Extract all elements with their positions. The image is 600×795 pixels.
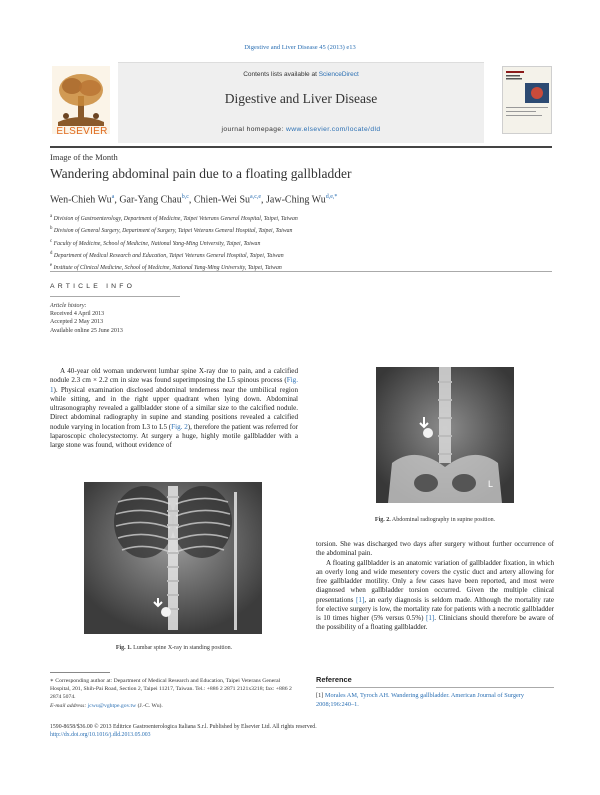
journal-homepage bbox=[118, 126, 484, 133]
affiliation-marker: c bbox=[50, 238, 53, 244]
body-text: , an early diagnosis is seldom made. Although the mortality rate for elective surgery is low, the mortality rate for patients with a necrotic gallbladder is 10 times higher (5% versus 0.5%) bbox=[316, 595, 554, 622]
header-divider bbox=[50, 146, 552, 148]
contents-line bbox=[118, 71, 484, 78]
fig1-reference-link[interactable]: Fig. 1 bbox=[50, 376, 298, 394]
body-column-2 bbox=[316, 540, 554, 633]
footnote-symbol: ∗ bbox=[50, 678, 54, 684]
figure-2-caption bbox=[316, 517, 554, 523]
online-date: Available online 25 June 2013 bbox=[50, 327, 123, 334]
body-paragraph-2: torsion. She was discharged two days after surgery without further occurrence of the abdominal pain. bbox=[316, 540, 554, 558]
body-text: . Clinicians should therefore be aware of the possibility of a floating gallbladder. bbox=[316, 614, 554, 632]
fig2-label: Fig. 2. bbox=[374, 517, 391, 523]
affiliation-text: Institute of Clinical Medicine, School of Medicine, National Yang-Ming University, Taipei, Taiwan bbox=[53, 265, 282, 272]
email-link[interactable]: jcwu@vghtpe.gov.tw bbox=[87, 702, 137, 709]
email-suffix: (J.-C. Wu). bbox=[136, 702, 163, 709]
reference-divider bbox=[316, 687, 554, 688]
homepage-link[interactable]: www.elsevier.com/locate/dld bbox=[286, 126, 381, 133]
reference-text[interactable]: Morales AM, Tyroch AH. Wandering gallbladder. American Journal of Surgery 2008;196:240–1. bbox=[316, 692, 525, 708]
fig1-label: Fig. 1. bbox=[115, 645, 132, 651]
article-section-label: Image of the Month bbox=[50, 152, 118, 162]
email-label: E-mail address: bbox=[50, 702, 87, 709]
fig2-caption-text: Abdominal radiography in supine position. bbox=[391, 517, 496, 523]
sciencedirect-link[interactable]: ScienceDirect bbox=[318, 71, 359, 78]
article-title: Wandering abdominal pain due to a floating gallbladder bbox=[50, 166, 352, 181]
affiliation bbox=[50, 237, 298, 249]
fig1-caption-text: Lumbar spine X-ray in standing position. bbox=[133, 645, 233, 651]
affiliation-list bbox=[50, 212, 298, 274]
elsevier-tree-logo-icon bbox=[52, 66, 110, 134]
figure-1-caption bbox=[50, 645, 298, 651]
affiliation-marker: a bbox=[50, 214, 53, 219]
footnote-text: Corresponding author at: Department of Medical Research and Education, Taipei Veterans General Hospital, 201, Shih-Pai Road, Section 2, Taipei 11217, Taiwan. Tel.: +886 2 2871 2121x3218; fax: +886 2 2874 5074. bbox=[50, 678, 292, 701]
affiliation-divider bbox=[50, 271, 552, 272]
affiliation bbox=[50, 224, 298, 236]
body-text: A 40-year old woman underwent lumbar spine X-ray due to pain, and a calcified nodule 2.3 cm × 2.2 cm in size was found superimposing the L5 spinous process ( bbox=[50, 367, 298, 385]
article-info-heading: ARTICLE INFO bbox=[50, 283, 136, 290]
body-paragraph-3 bbox=[316, 559, 554, 633]
accepted-date: Accepted 2 May 2013 bbox=[50, 319, 104, 326]
body-text: ). Physical examination disclosed abdominal tenderness near the umbilical region while sitting, and in the right upper quadrant when lying down. Abdominal ultrasonography revealed a gallbladder stone of a similar size to the calcified nodule. Direct abdominal radiography in supine and standing positions revealed a calcified nodule varying in location from L3 to L5 ( bbox=[50, 385, 298, 431]
affiliation-text: Department of Medical Research and Education, Taipei Veterans General Hospital, Taipei, Taiwan bbox=[53, 252, 284, 259]
journal-name: Digestive and Liver Disease bbox=[224, 91, 378, 106]
doi-link[interactable]: http://dx.doi.org/10.1016/j.dld.2013.05.003 bbox=[50, 732, 151, 739]
lumbar-xray-image-icon bbox=[84, 482, 262, 634]
affiliation-text: Division of Gastroenterology, Department of Medicine, Taipei Veterans General Hospital, Taipei, Taiwan bbox=[53, 215, 298, 222]
affiliation-text: Faculty of Medicine, School of Medicine, National Yang-Ming University, Taipei, Taiwan bbox=[53, 240, 261, 247]
figure-1-xray[interactable] bbox=[84, 482, 262, 634]
elsevier-wordmark: ELSEVIER bbox=[56, 126, 108, 137]
affiliation bbox=[50, 249, 298, 261]
page-footer bbox=[50, 723, 317, 740]
cover-art-icon bbox=[503, 67, 551, 133]
abdominal-xray-image-icon bbox=[376, 367, 514, 503]
journal-cover-thumbnail[interactable] bbox=[502, 66, 552, 134]
author-name: Gar-Yang Chau bbox=[119, 194, 182, 206]
article-info-divider bbox=[50, 296, 180, 297]
reference-heading: Reference bbox=[316, 675, 352, 684]
received-date: Received 4 April 2013 bbox=[50, 311, 105, 318]
contents-prefix: Contents lists available at bbox=[243, 71, 319, 78]
fig2-reference-link[interactable]: Fig. 2 bbox=[171, 422, 188, 431]
reference-number: [1] bbox=[316, 692, 324, 699]
figure-2-xray[interactable] bbox=[376, 367, 514, 503]
history-label: Article history: bbox=[50, 303, 87, 309]
affiliation bbox=[50, 212, 298, 224]
ref1-citation-link[interactable]: [1] bbox=[356, 595, 365, 604]
author-name: Chien-Wei Su bbox=[193, 194, 251, 206]
author-list: Wen-Chieh Wu$^a$, Gar-Yang Chau$^{b,c}$, Chien-Wei Su$^{a,c,e}$, Jaw-Ching $Wu^{d,e,*}$ bbox=[50, 194, 338, 206]
affiliation-marker: e bbox=[50, 263, 53, 269]
author-affil-ref[interactable]: a,c,e bbox=[250, 194, 262, 200]
article-history bbox=[50, 302, 123, 335]
author-name: Jaw-Ching Wu bbox=[266, 194, 326, 206]
affiliation-text: Division of General Surgery, Department of Surgery, Taipei Veterans General Hospital, Taipei, Taiwan bbox=[53, 228, 293, 235]
body-paragraph-1 bbox=[50, 367, 298, 450]
footnote-divider bbox=[50, 672, 110, 673]
author-affil-ref[interactable]: d,e,* bbox=[325, 194, 338, 200]
homepage-label: journal homepage: bbox=[221, 126, 287, 133]
body-text: A floating gallbladder is an anatomic variation of gallbladder fixation, in which an overly long and wide mesentery covers the cystic duct and artery allowing for free gallbladder motility. Only a few cases have been reported, and most were diagnosed when gallbladder torsion occurred. Given the multiple clinical presentations bbox=[316, 558, 554, 604]
copyright-line: 1590-8658/$36.00 © 2013 Editrice Gastroenterologica Italiana S.r.l. Published by Elsevier Ltd. All rights reserved. bbox=[50, 724, 317, 730]
reference-item[interactable] bbox=[316, 692, 554, 710]
author-name: Wen-Chieh Wu bbox=[50, 194, 112, 206]
fig2-side-marker: L bbox=[488, 479, 494, 489]
affiliation-marker: d bbox=[50, 250, 53, 256]
journal-citation[interactable]: Digestive and Liver Disease 45 (2013) e13 bbox=[244, 44, 356, 51]
ref1-citation-link[interactable]: [1] bbox=[426, 614, 435, 622]
affiliation-marker: b bbox=[50, 226, 53, 232]
body-text: ), therefore the patient was referred for laparoscopic cholecystectomy. At surgery a huge, highly motile gallbladder with a large stone was found, without evidence of bbox=[50, 422, 299, 449]
author-affil-ref[interactable]: a bbox=[111, 194, 115, 200]
author-affil-ref[interactable]: b,c bbox=[181, 194, 189, 200]
corresponding-author-footnote bbox=[50, 677, 298, 710]
